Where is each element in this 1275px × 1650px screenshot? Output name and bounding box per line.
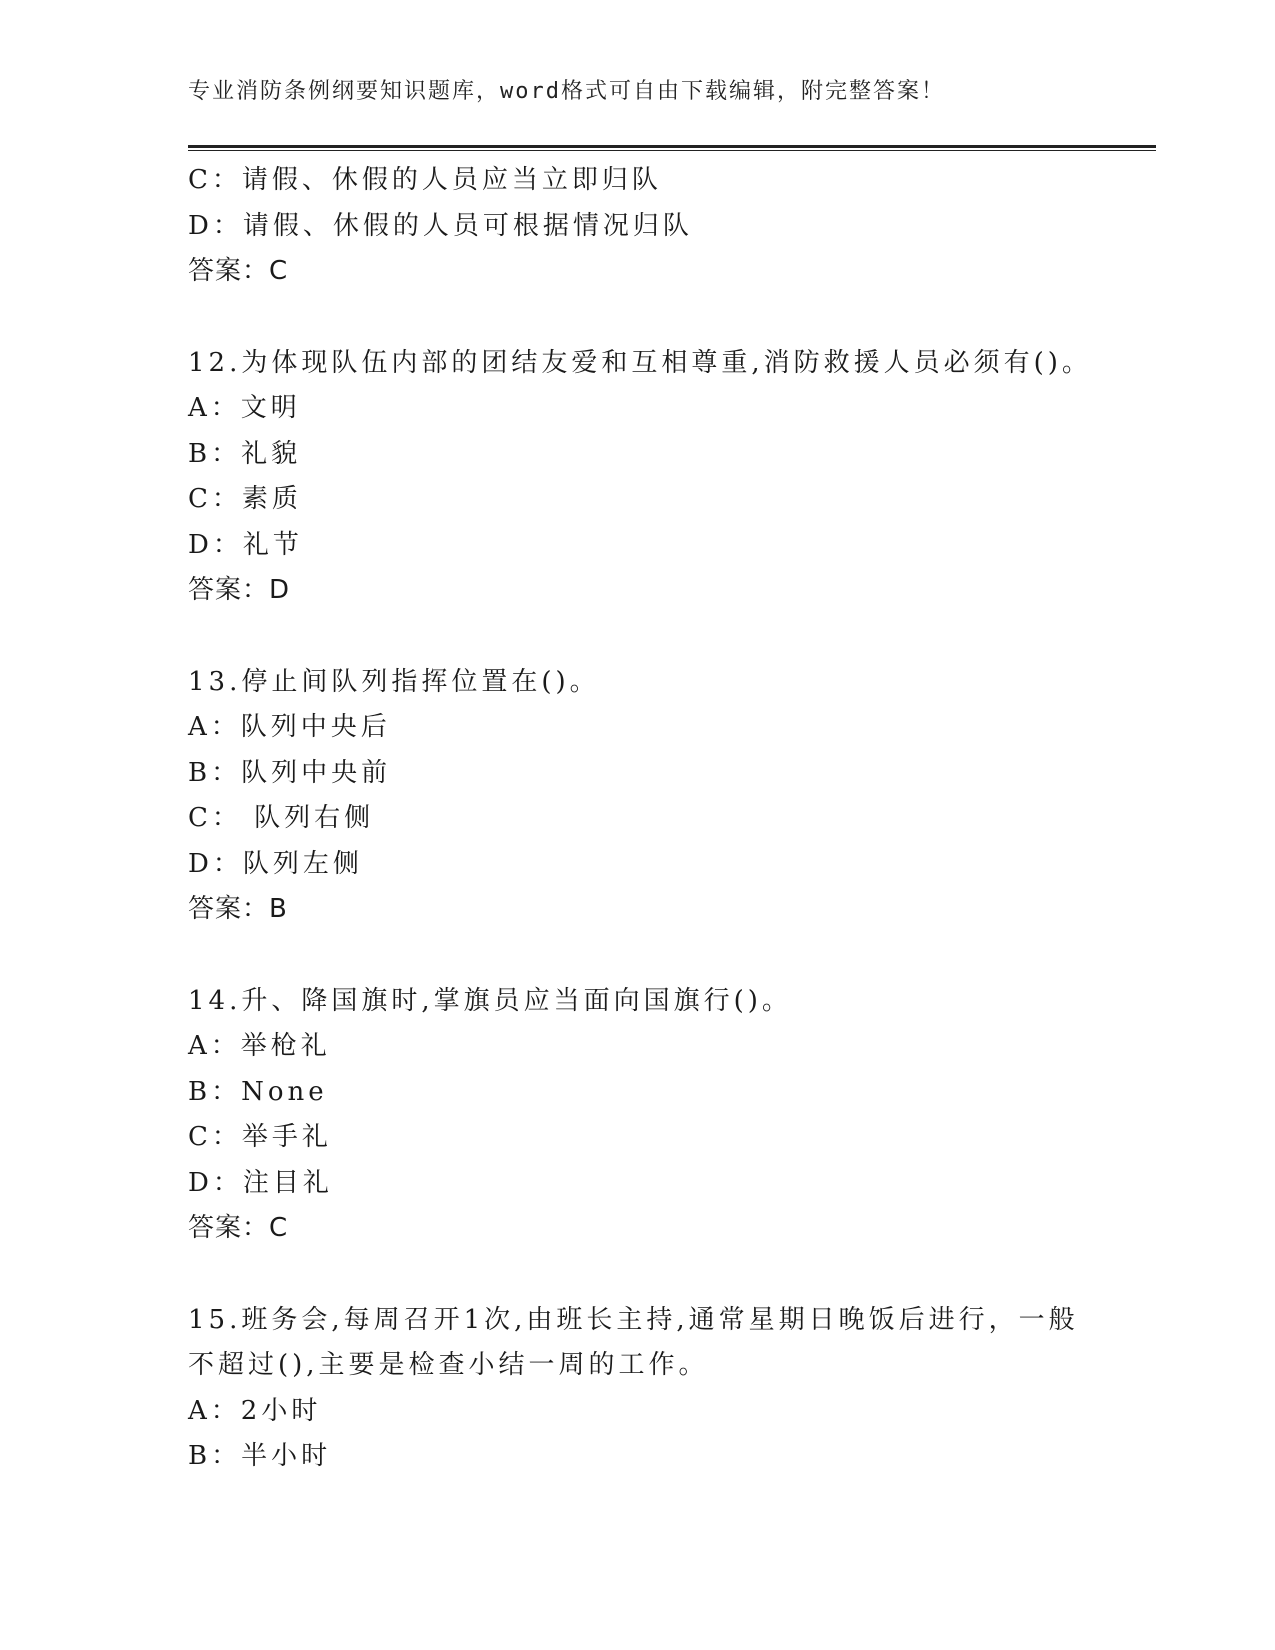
question-block (188, 1298, 1088, 1480)
option-line: C：请假、休假的人员应当立即归队 (188, 165, 662, 195)
option-line: D：礼节 (188, 529, 303, 560)
header-divider (188, 145, 1156, 148)
option-line: C：素质 (188, 484, 302, 514)
option-line: B：队列中央前 (188, 757, 392, 788)
question-stem: 14.升、降国旗时,掌旗员应当面向国旗行()。 (188, 985, 792, 1016)
question-stem: 13.停止间队列指挥位置在()。 (188, 666, 600, 697)
question-stem: 12.为体现队伍内部的团结友爱和互相尊重,消防救援人员必须有()。 (188, 347, 1092, 378)
question-block (188, 341, 1092, 614)
question-block (188, 979, 1088, 1252)
question-list (188, 158, 1092, 1480)
option-line: A：2小时 (188, 1395, 322, 1426)
option-line: A：举枪礼 (188, 1031, 331, 1061)
question-block (188, 158, 1088, 295)
option-line: C：举手礼 (188, 1122, 332, 1152)
option-line: B：半小时 (188, 1441, 332, 1471)
option-line: D：注目礼 (188, 1167, 333, 1198)
question-stem: 15.班务会,每周召开1次,由班长主持,通常星期日晚饭后进行，一般 (188, 1304, 1079, 1335)
option-line: B：None (188, 1076, 328, 1107)
question-stem-continued: 不超过(),主要是检查小结一周的工作。 (188, 1350, 709, 1380)
option-line: D：队列左侧 (188, 848, 363, 879)
option-line: A：队列中央后 (188, 712, 391, 742)
answer-line: 答案：C (188, 256, 289, 286)
option-line: B：礼貌 (188, 438, 302, 469)
answer-line: 答案：D (188, 575, 291, 605)
option-line: D：请假、休假的人员可根据情况归队 (188, 210, 693, 241)
option-line: A：文明 (188, 393, 301, 423)
answer-line: 答案：B (188, 894, 288, 924)
answer-line: 答案：C (188, 1213, 289, 1243)
question-block (188, 660, 1088, 933)
header-divider-thin (188, 150, 1156, 151)
option-line: C： 队列右侧 (188, 803, 375, 833)
page-header: 专业消防条例纲要知识题库，word格式可自由下载编辑，附完整答案！ (188, 79, 945, 104)
